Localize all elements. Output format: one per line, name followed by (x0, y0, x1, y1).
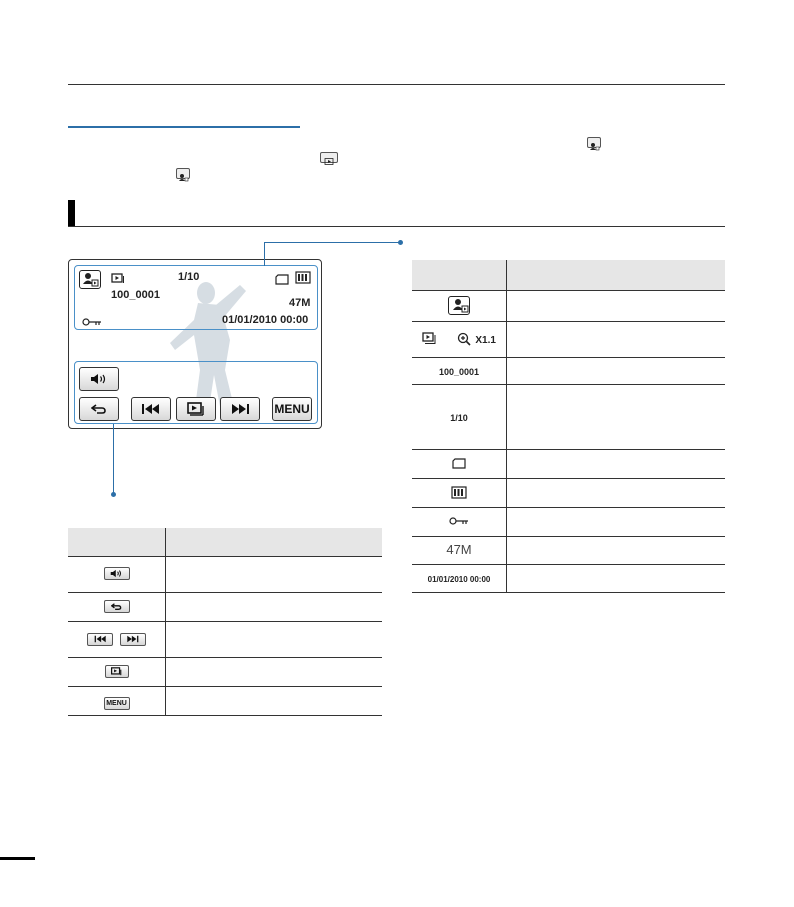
photo-play-inline-icon-2 (176, 168, 190, 179)
callout-line-top-h (264, 242, 400, 243)
slideshow-icon (422, 332, 438, 345)
table-row (412, 321, 725, 357)
date-time: 01/01/2010 00:00 (427, 575, 491, 584)
table-row (412, 384, 725, 449)
buttons-table (68, 528, 382, 716)
table-row (412, 478, 725, 507)
skip-back-button[interactable] (131, 397, 171, 421)
callout-line-top (264, 242, 265, 266)
table-row (68, 621, 382, 657)
return-icon (91, 403, 107, 415)
skip-back-icon (141, 403, 161, 415)
skip-back-icon (87, 633, 113, 646)
image-counter: 1/10 (450, 412, 468, 423)
volume-icon (90, 373, 108, 385)
skip-forward-button[interactable] (220, 397, 260, 421)
photo-play-inline-icon (587, 137, 601, 148)
slideshow-icon (187, 402, 205, 416)
table-row (68, 556, 382, 592)
zoom-icon (457, 332, 471, 346)
slideshow-button[interactable] (176, 397, 216, 421)
skip-forward-icon (120, 633, 146, 646)
battery-icon (295, 271, 312, 284)
callout-line-bottom (113, 424, 114, 494)
section-heading-rule (68, 226, 725, 227)
image-resolution: 47M (446, 542, 472, 557)
protect-key-icon (449, 517, 469, 525)
protect-key-icon (82, 313, 102, 321)
page-footer-marker (0, 857, 35, 860)
skip-forward-icon (230, 403, 250, 415)
memory-card-icon (452, 458, 466, 469)
info-icons-table (412, 260, 725, 593)
table-header-row (412, 260, 725, 290)
return-button[interactable] (79, 397, 119, 421)
file-number: 100_0001 (111, 289, 160, 301)
date-time: 01/01/2010 00:00 (222, 314, 309, 326)
table-header-row (68, 528, 382, 556)
image-counter: 1/10 (178, 271, 200, 283)
return-icon (104, 600, 130, 613)
callout-dot-top (398, 240, 403, 245)
table-row (412, 507, 725, 536)
table-row (68, 686, 382, 715)
zoom-value: X1.1 (475, 335, 496, 346)
header-rule (68, 84, 725, 85)
table-row (412, 536, 725, 564)
menu-tab: MENU (104, 697, 130, 710)
file-number: 100_0001 (438, 366, 480, 377)
table-row (412, 357, 725, 384)
battery-icon (451, 486, 468, 499)
photo-play-mode-icon (448, 296, 470, 315)
section-heading-marker (68, 200, 75, 227)
section-title-underline (68, 126, 300, 128)
memory-card-icon (275, 272, 289, 283)
image-resolution: 47M (289, 297, 311, 309)
callout-dot-bottom (111, 492, 116, 497)
play-button-inline-icon (320, 152, 338, 163)
volume-icon (104, 567, 130, 580)
table-row (412, 564, 725, 592)
table-row (68, 657, 382, 686)
table-row (68, 592, 382, 621)
table-row (412, 290, 725, 321)
menu-button[interactable]: MENU (272, 397, 312, 421)
table-row (412, 449, 725, 478)
volume-button[interactable] (79, 367, 119, 391)
photo-play-mode-icon (79, 270, 101, 289)
slideshow-icon (105, 665, 129, 678)
slideshow-icon (111, 271, 125, 282)
